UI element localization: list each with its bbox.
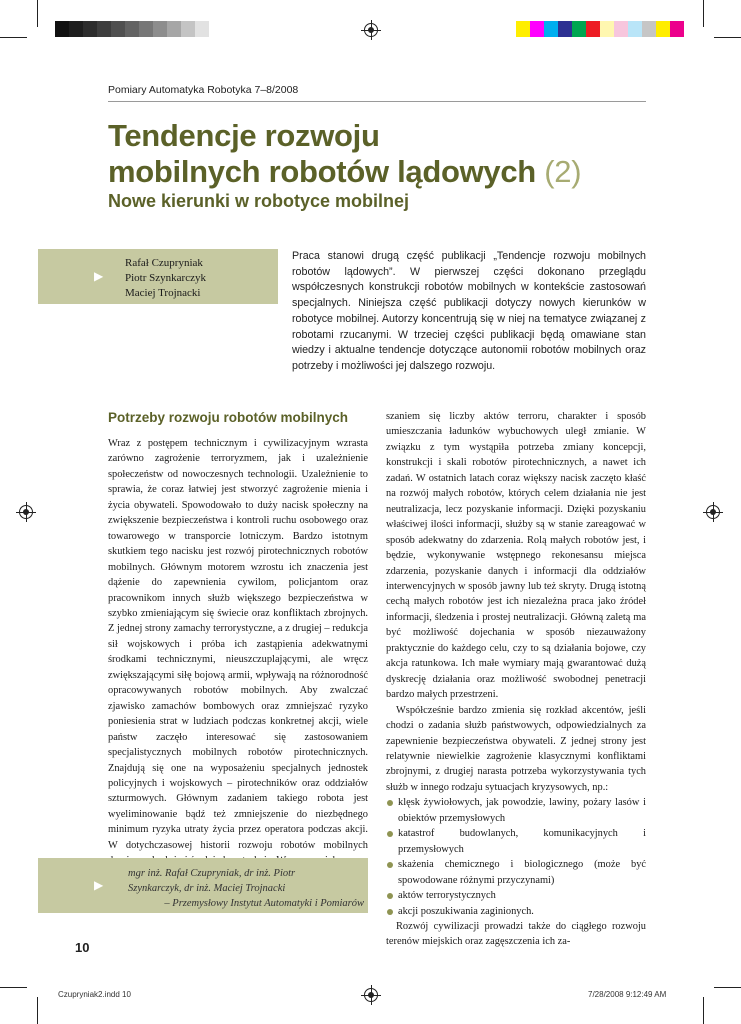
crop-mark <box>0 37 27 38</box>
bullet-list <box>386 795 646 919</box>
section-heading: Potrzeby rozwoju robotów mobilnych <box>108 410 349 425</box>
color-swatch <box>125 21 139 37</box>
color-swatch <box>586 21 600 37</box>
journal-header: Pomiary Automatyka Robotyka 7–8/2008 <box>108 84 299 96</box>
affiliation-line: mgr inż. Rafał Czupryniak, dr inż. Piotr <box>128 868 296 879</box>
color-swatch <box>544 21 558 37</box>
left-column <box>108 436 368 869</box>
color-swatch <box>600 21 614 37</box>
title-line-2-text: mobilnych robotów lądowych <box>108 154 536 189</box>
slug-filename: Czupryniak2.indd 10 <box>58 990 131 999</box>
color-swatch <box>83 21 97 37</box>
crop-mark <box>37 0 38 27</box>
color-swatch <box>558 21 572 37</box>
crop-mark <box>714 37 741 38</box>
list-item: katastrof budowlanych, komunikacyjnych i przemysłowych <box>386 826 646 857</box>
slug-timestamp: 7/28/2008 9:12:49 AM <box>588 990 667 999</box>
affiliation-line: Szynkarczyk, dr inż. Maciej Trojnacki <box>128 883 286 894</box>
title-part-number: (2) <box>544 154 582 189</box>
crop-mark <box>703 997 704 1024</box>
paragraph: Rozwój cywilizacji prowadzi także do ciągłego rozwoju terenów miejskich oraz zagęszczenia ich za- <box>386 920 646 948</box>
header-rule <box>108 101 646 102</box>
article-title <box>108 118 581 190</box>
author-name: Maciej Trojnacki <box>125 287 201 299</box>
paragraph: Wraz z postępem technicznym i cywilizacyjnym wzrasta zarówno zagrożenie terroryzmem, jak i uzależnienie społeczeństw od nowoczesnych technologii. Uzależnienie to sprawia, że coraz łatwiej jest stworzyć zagrożenie mienia i życia obywateli. Spowodowało to duży nacisk społeczny na zwiększenie bezpieczeństwa i kontroli ruchu osobowego oraz towarowego w transporcie lotniczym. Bardzo istotnym skutkiem tego nacisku jest rozwój pirotechnicznych robotów mobilnych. Głównym motorem wzrostu ich znaczenia jest dążenie do zapewnienia cywilom, policjantom oraz pracownikom innych służb większego bezpieczeństwa w szybko zmieniającym się świecie oraz konfliktach zbrojnych. Z jednej strony zamachy terrorystyczne, a z drugiej – redukcja sił wojskowych i próba ich zastąpienia adekwatnymi środkami technicznymi, nieuszczuplającymi, ale wręcz zwiększającymi siłę bojową armii, wpływają na różnorodność opracowywanych robotów mobilnych. Aby zwalczać zjawisko zamachów bombowych oraz zmniejszać ryzyko poniesienia strat w ludziach podczas konkretnej akcji, wiele państw zaczęło interesować się zastosowaniem specjalistycznych mobilnych robotów pirotechnicznych. Znajdują się one na wyposażeniu specjalnych jednostek policyjnych i wojskowych – pirotechników oraz oddziałów szturmowych. Głównym zadaniem takiego robota jest wyeliminowanie bądź też zmniejszenie do niezbędnego minimum ryzyka utraty życia przez operatora podczas akcji. W dotychczasowej historii rozwoju robotów mobilnych <box>108 438 368 851</box>
color-swatch <box>530 21 544 37</box>
list-item: klęsk żywiołowych, jak powodzie, lawiny, pożary lasów i obiektów przemysłowych <box>386 795 646 826</box>
registration-mark-icon <box>19 505 33 519</box>
color-swatch <box>167 21 181 37</box>
list-item: aktów terrorystycznych <box>386 888 646 903</box>
paragraph: Współcześnie bardzo zmienia się rozkład akcentów, jeśli chodzi o zadania służb państwowych, odpowiedzialnych za zapewnienie bezpieczeństwa obywateli. Z jednej strony jest relatywnie niewielkie zagrożenie klasycznymi konfliktami zbrojnymi, z drugiej narasta potrzeba wykorzystywania tych służb w innego rodzaju sytuacjach kryzysowych, np.: <box>386 704 646 793</box>
color-swatch <box>628 21 642 37</box>
color-swatch <box>572 21 586 37</box>
color-swatch <box>69 21 83 37</box>
color-swatch <box>139 21 153 37</box>
arrow-right-icon: ▶ <box>94 878 104 892</box>
list-item: akcji poszukiwania zaginionych. <box>386 904 646 919</box>
registration-mark-icon <box>706 505 720 519</box>
crop-mark <box>0 987 27 988</box>
crop-mark <box>714 987 741 988</box>
color-swatch <box>642 21 656 37</box>
registration-mark-icon <box>364 23 378 37</box>
article-subtitle: Nowe kierunki w robotyce mobilnej <box>108 191 410 211</box>
abstract: Praca stanowi drugą część publikacji „Tendencje rozwoju mobilnych robotów lądowych”. W pierwszej części dokonano przeglądu współczesnych konstrukcji robotów mobilnych w kontekście zastosowań specjalnych. Niniejsza część publikacji dotyczy nowych kierunków w robotyce mobilnej. Autorzy koncentrują się w niej na tematyce związanej z robotami rzucanymi. W trzeciej części publikacji będą omawiane stan wiedzy i aktualne tendencje dotyczące autonomii robotów mobilnych oraz potrzeby i możliwości jej dalszego rozwoju. <box>292 250 646 372</box>
color-swatch <box>656 21 670 37</box>
arrow-right-icon: ▶ <box>94 269 104 283</box>
color-swatch <box>55 21 69 37</box>
color-swatch <box>111 21 125 37</box>
registration-mark-icon <box>364 988 378 1002</box>
affiliation-line: – Przemysłowy Instytut Automatyki i Pomiarów <box>164 898 364 909</box>
color-swatch <box>516 21 530 37</box>
color-swatch <box>614 21 628 37</box>
color-swatch <box>670 21 684 37</box>
paragraph: szaniem się liczby aktów terroru, charakter i sposób umieszczania ładunków wybuchowych uległ zmianie. W związku z tym wystąpiła potrzeba zmiany koncepcji, konstrukcji i skali robotów pirotechnicznych, a nawet ich zadań. W ostatnich latach coraz większy nacisk zaczęto kłaść na rozwój małych robotów, których celem działania nie jest neutralizacja, lecz pozyskanie informacji. Dzięki pozyskaniu właściwej ilości informacji, służby są w stanie zareagować w sposób adekwatny do zdarzenia. Rolą małych robotów jest, i będzie, wykonywanie wstępnego rekonesansu miejsca zdarzenia, pozyskanie danych i informacji dla oddziałów interwencyjnych w sposób jawny lub też skryty. Drugą istotną cechą małych robotów jest ich niezależna praca jako źródeł informacji, śledzenia i prostej neutralizacji. Główną zaletą ma być możliwość dojechania w sposób niezauważony praktycznie do każdego celu, czy to są działania bojowe, czy akcja ratunkowa. Ich małe wymiary mają gwarantować dużą dyskrecję działania oraz możliwość swobodnej penetracji bardzo małych przestrzeni. <box>386 411 646 701</box>
crop-mark <box>703 0 704 27</box>
right-column <box>386 409 646 950</box>
crop-mark <box>37 997 38 1024</box>
author-list <box>125 256 206 301</box>
title-line-2 <box>108 154 581 190</box>
author-affiliation <box>128 866 364 911</box>
author-name: Piotr Szynkarczyk <box>125 272 206 284</box>
color-swatch <box>153 21 167 37</box>
title-line-1: Tendencje rozwoju <box>108 118 380 153</box>
color-swatch <box>181 21 195 37</box>
page-number: 10 <box>75 940 90 955</box>
color-swatch <box>195 21 209 37</box>
list-item: skażenia chemicznego i biologicznego (może być spowodowane różnymi przyczynami) <box>386 857 646 888</box>
author-name: Rafał Czupryniak <box>125 257 203 269</box>
color-swatch <box>97 21 111 37</box>
